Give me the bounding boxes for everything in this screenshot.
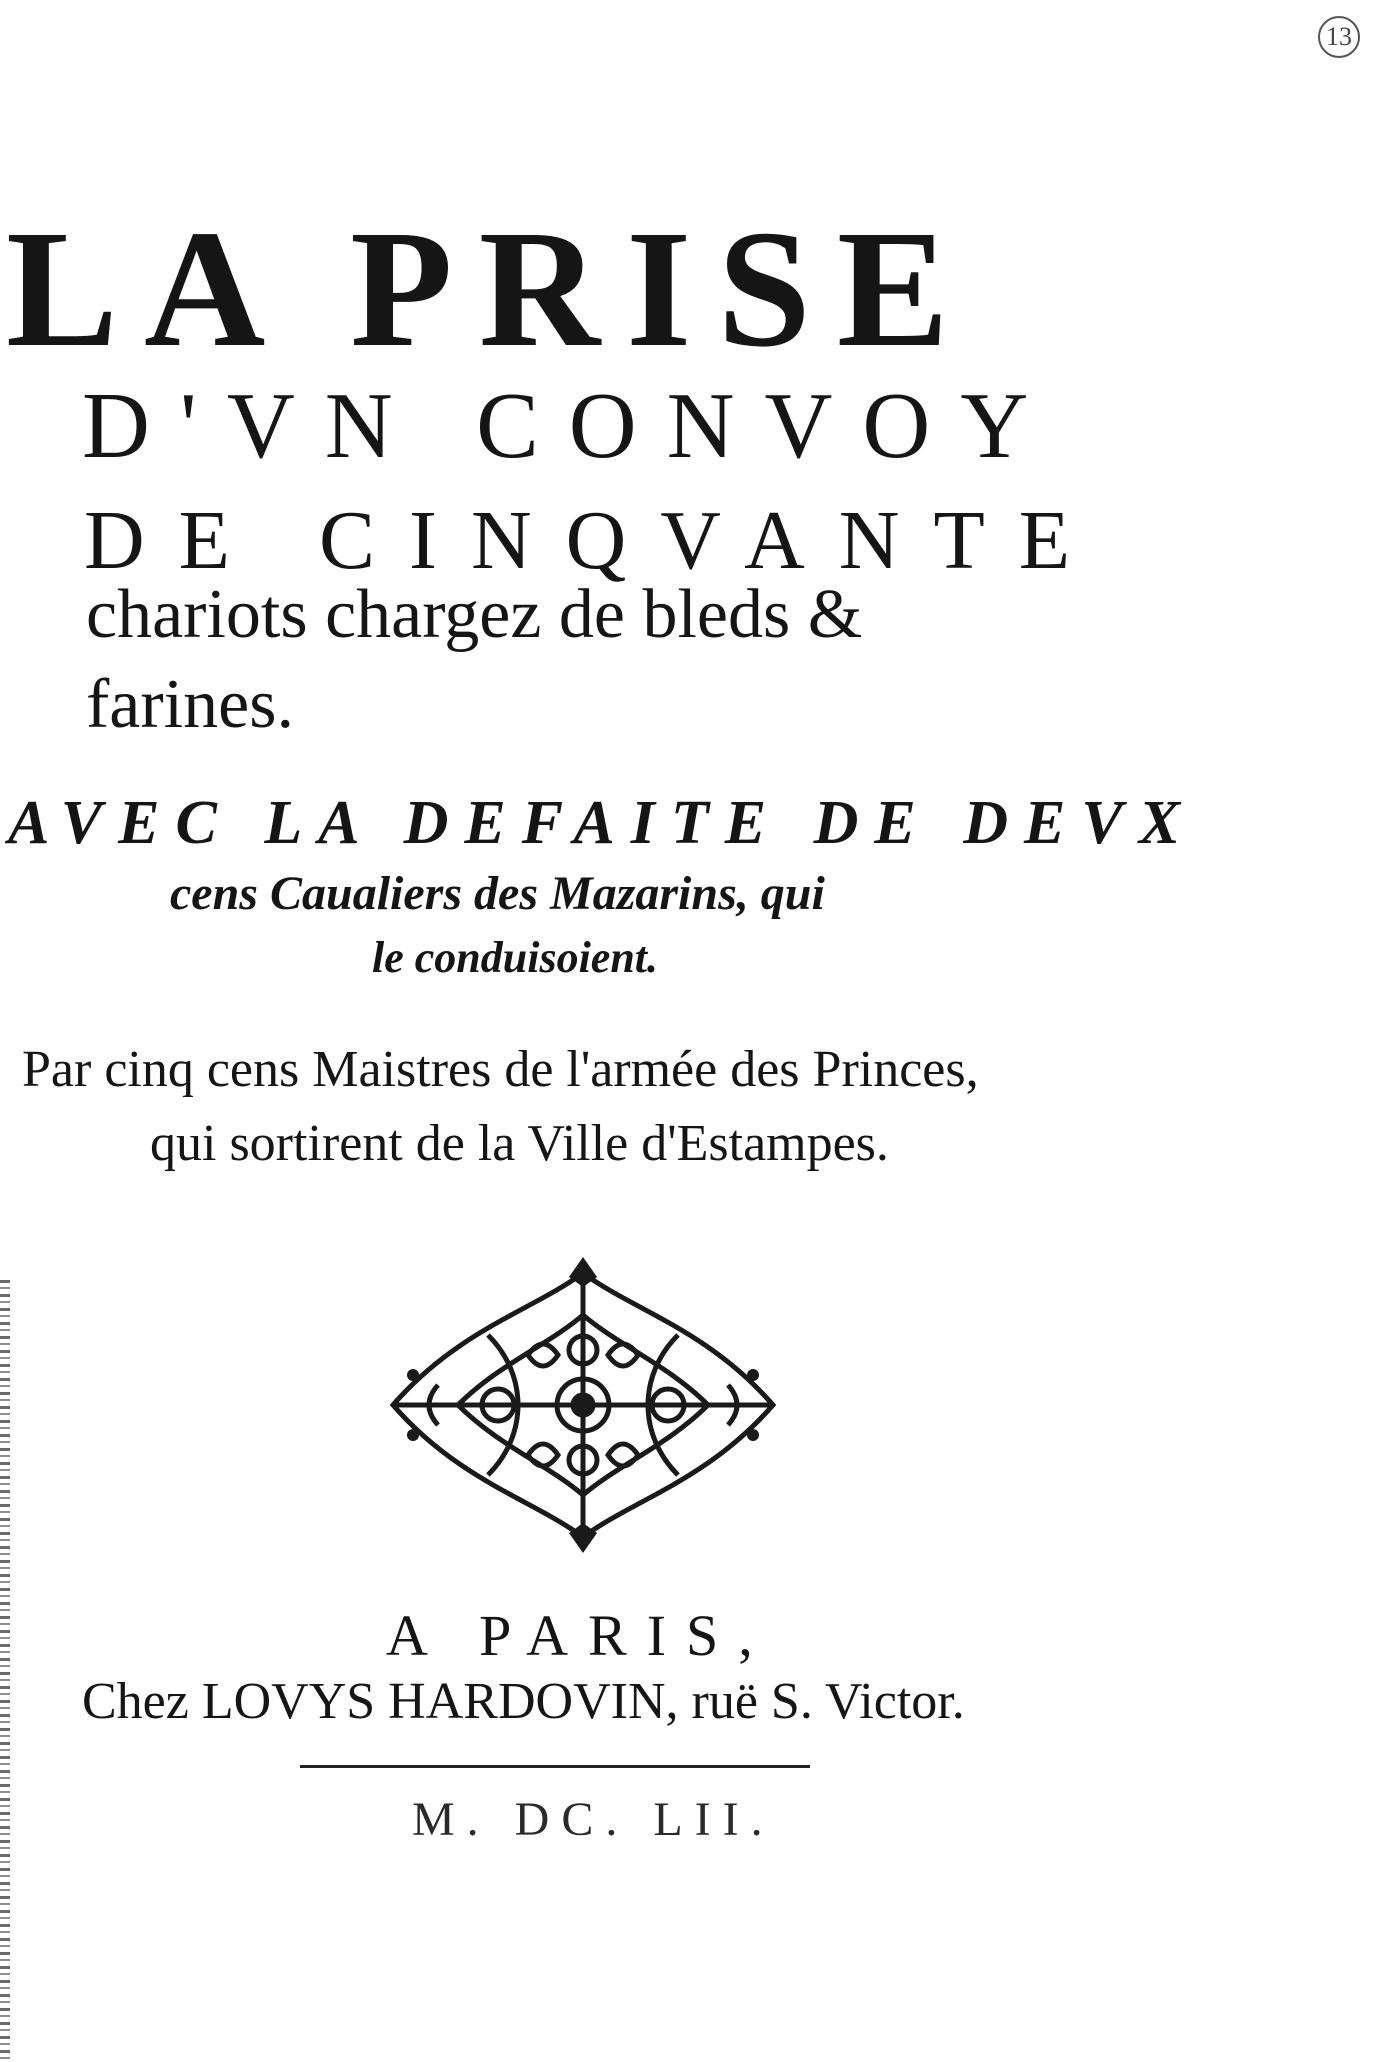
folio-number: 13 — [1318, 16, 1360, 58]
subtitle-line-2: cens Caualiers des Mazarins, qui — [170, 867, 825, 920]
byline-line-1: Par cinq cens Maistres de l'armée des Princes, — [22, 1041, 979, 1098]
imprint-divider — [300, 1765, 810, 1768]
fleuron-ornament-icon — [378, 1255, 788, 1555]
title-line-3: DE CINQVANTE — [84, 494, 1105, 587]
imprint-publisher: Chez LOVYS HARDOVIN, ruë S. Victor. — [82, 1673, 965, 1730]
imprint-year: M. DC. LII. — [412, 1793, 775, 1846]
byline-line-2: qui sortirent de la Ville d'Estampes. — [150, 1115, 889, 1172]
title-line-5: farines. — [86, 666, 294, 743]
title-line-1: LA PRISE — [6, 196, 975, 382]
title-line-4: chariots chargez de bleds & — [86, 576, 863, 653]
subtitle-line-1: AVEC LA DEFAITE DE DEVX — [8, 789, 1197, 857]
imprint-city: A PARIS, — [386, 1603, 773, 1668]
title-line-2: D'VN CONVOY — [82, 374, 1059, 478]
subtitle-line-3: le conduisoient. — [372, 933, 659, 982]
binding-edge — [0, 1280, 10, 2062]
